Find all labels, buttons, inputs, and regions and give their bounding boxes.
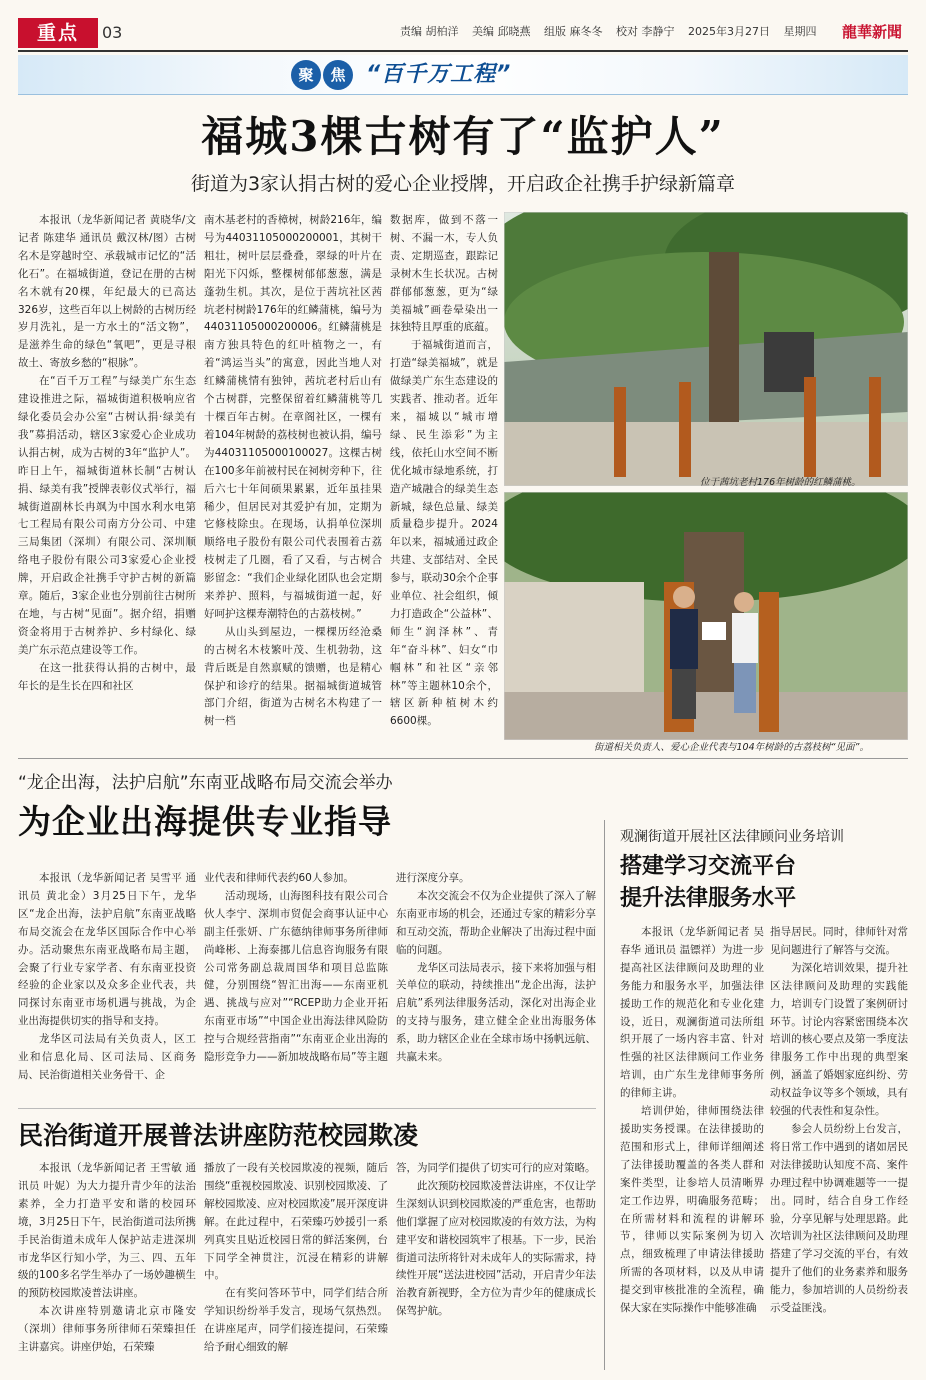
masthead-credits bbox=[400, 20, 905, 44]
paragraph: 本次交流会不仅为企业提供了深入了解东南亚市场的机会，还通过专家的精彩分享和互动交流，帮助企业解决了出海过程中面临的问题。 bbox=[396, 889, 596, 956]
paragraph: 播放了一段有关校园欺凌的视频，随后围绕“重视校园欺凌、识别校园欺凌、了解校园欺凌、应对校园欺凌”展开深度讲解。在此过程中，石荣臻巧妙援引一系列真实且贴近校园日常的鲜活案例，台下同学全神贯注，沉浸在精彩的讲解中。 bbox=[204, 1162, 388, 1282]
banner-badge-ju: 聚 bbox=[291, 60, 321, 90]
article4-kicker: 观澜街道开展社区法律顾问业务培训 bbox=[620, 829, 844, 845]
article2-column-1 bbox=[18, 870, 196, 1104]
article1-subheadline: 街道为3家认捐古树的爱心企业授牌，开启政企社携手护绿新篇章 bbox=[190, 173, 736, 195]
article1-column-3 bbox=[390, 212, 498, 752]
article1-photo-red-lychee-tree bbox=[504, 212, 908, 486]
designer-credit: 美编 邱晓燕 bbox=[472, 25, 531, 38]
layout-credit: 组版 麻冬冬 bbox=[544, 25, 603, 38]
article2-kicker: “龙企出海，法护启航”东南亚战略布局交流会举办 bbox=[18, 773, 393, 793]
article4-headline-line2: 提升法律服务水平 bbox=[620, 885, 797, 911]
paragraph: 活动现场，山海图科技有限公司合伙人李宁、深圳市贸促会商事认证中心副主任张妍、广东德纳律师事务所律师尚峰彬、上海泰挪儿信息咨询服务有限公司常务副总裁周国华和项目总监陈健，分别围绕“智汇出海——东南亚机遇、挑战与应对”“RCEP助力企业开拓东南亚市场”“中国企业出海法律风险防控与合规经营指南”“东南亚企业出海的隐形竞争力——新加坡战略布局”等主题 bbox=[204, 889, 388, 1064]
photo1-caption: 位于茜坑老村176年树龄的红鳞蒲桃。 bbox=[700, 477, 861, 488]
header-rule bbox=[18, 50, 908, 52]
article4-column-1 bbox=[620, 924, 764, 1374]
article2-column-2 bbox=[204, 870, 388, 1104]
article2-headline: 为企业出海提供专业指导 bbox=[18, 802, 392, 841]
paragraph: 此次预防校园欺凌普法讲座，不仅让学生深刻认识到校园欺凌的严重危害，也帮助他们掌握了应对校园欺凌的有效方法，为构建平安和谐校园筑牢了根基。下一步，民治街道司法所将针对未成年人的实际需求，持续性开展“送法进校园”活动，开启青少年法治教育新视野，全方位为青少年的健康成长保驾护航。 bbox=[396, 1179, 596, 1318]
article1-column-1 bbox=[18, 212, 196, 752]
paragraph: 数据库，做到不落一树、不漏一木，专人负责、定期巡查，跟踪记录树木生长状况。古树群郁郁葱葱，更为“绿美福城”画卷晕染出一抹独特且厚重的底蕴。 bbox=[390, 214, 498, 334]
article2-column-3 bbox=[396, 870, 596, 1104]
paragraph: 指导居民。同时，律师针对常见问题进行了解答与交流。 bbox=[770, 926, 908, 956]
banner-badge-jiao: 焦 bbox=[323, 60, 353, 90]
banner-title: “百千万工程” bbox=[366, 62, 512, 87]
paragraph: 进行深度分享。 bbox=[396, 872, 470, 884]
newspaper-logo: 龍華新聞 bbox=[842, 23, 903, 41]
issue-weekday: 星期四 bbox=[783, 25, 817, 38]
section-divider bbox=[18, 758, 908, 759]
paragraph: 在“百千万工程”与绿美广东生态建设推进之际，福城街道积极响应省绿化委员会办公室“古树认捐·绿美有我”募捐活动，辖区3家爱心企业成功认捐古树，成为古树的3年“监护人”。昨日上午，福城街道林长制“古树认捐、绿美有我”授牌表彰仪式举行，福城街道副林长冉飒为中国水利水电第七工程局有限公司南方分公司、中建三局集团（深圳）有限公司、深圳顺络电子股份有限公司3家爱心企业授牌，开启政企社携手守护古树的新篇章。随后，3家企业也分别前往古树所在地，与古树“见面”。据介绍，捐赠资金将用于古树养护、乡村绿化、绿美广东示范点建设等工作。 bbox=[18, 375, 196, 656]
paragraph: 培训伊始，律师围绕法律援助实务授课。在法律援助的范围和形式上，律师详细阐述了法律援助覆盖的各类人群和案件类型，让参培人员清晰界定工作边界，明确服务范畴；在所需材料和流程的讲解环节，律师以实际案例为切入点，细致梳理了申请法律援助所需的各项材料，以及从申请提交到审核批准的全流程，确保大家在实际操作中能够准确 bbox=[620, 1105, 764, 1315]
paragraph: 龙华区司法局表示，接下来将加强与相关单位的联动，持续推出“龙企出海，法护启航”系列法律服务活动，深化对出海企业的支持与服务，建立健全企业出海服务体系，助力辖区企业在全球市场中扬帆远航、共赢未来。 bbox=[396, 961, 596, 1064]
issue-date: 2025年3月27日 bbox=[688, 25, 770, 38]
article4-column-2 bbox=[770, 924, 908, 1374]
section-tag: 重点 bbox=[18, 18, 98, 48]
paragraph: 业代表和律师代表约60人参加。 bbox=[204, 872, 354, 884]
paragraph: 于福城街道而言，打造“绿美福城”，就是做绿美广东生态建设的实践者、推动者。近年来，福城以“城市增绿、民生添彩”为主线，依托山水空间不断优化城市绿地系统，打造产城融合的绿美生态新城，绿色总量、绿美质量稳步提升。2024年以来，福城通过政企共建、支部结对、全民参与，联动30余个企事业单位、社会组织，倾力打造政企“公益林”、师生“润泽林”、青年“奋斗林”、妇女“巾帼林”和社区“亲邻林”等主题林10余个，辖区新种植树木约6600棵。 bbox=[390, 339, 498, 728]
paragraph: 南木基老村的香樟树，树龄216年，编号为44031105000200001，其树干粗壮，树叶层层叠叠，翠绿的叶片在阳光下闪烁，整棵树郁郁葱葱，满是蓬勃生机。其次，是位于茜坑社区茜坑老村树龄176年的红鳞蒲桃，编号为44031105000200006。红鳞蒲桃是南方独具特色的红叶植物之一，有着“鸿运当头”的寓意，因此当地人对红鳞蒲桃情有独钟，茜坑老村后山有个古树群，完整保留着红鳞蒲桃等几十棵百年古树。在章阁社区，一棵有着104年树龄的荔枝树也被认捐，编号为44031105000100027。这棵古树在100多年前被村民在祠树旁种下，往后六七十年间硕果累累，近年虽挂果稀少，但居民对其爱护有加，定期为它修枝除虫。在现场，认捐单位深圳顺络电子股份有限公司代表围着古荔枝树走了几圈，看了又看，与古树合影留念：“我们企业绿化团队也会定期来养护、照料，与福城街道一起，好好呵护这棵寿潮特色的古荔枝树。” bbox=[204, 214, 382, 620]
proofreader-credit: 校对 李静宁 bbox=[616, 25, 675, 38]
article1-column-2 bbox=[204, 212, 382, 752]
paragraph: 本报讯（龙华新闻记者 吴雪平 通讯员 黄北金）3月25日下午，龙华区“龙企出海，法护启航”东南亚战略布局交流会在龙华区国际合作中心举办。活动聚焦东南亚战略布局主题，会聚了行业专家学者、有东南亚投资经验的企业家以及众多企业代表，共同探讨东南亚市场机遇与挑战，为企业出海提供切实的指导和支持。 bbox=[18, 872, 196, 1028]
article4-headline-line1: 搭建学习交流平台 bbox=[620, 853, 797, 879]
paragraph: 本次讲座特别邀请北京市隆安（深圳）律师事务所律师石荣臻担任主讲嘉宾。讲座伊始，石荣臻 bbox=[18, 1305, 196, 1354]
column-divider bbox=[604, 820, 605, 1370]
paragraph: 本报讯（龙华新闻记者 黄晓华/文 记者 陈建华 通讯员 戴汉林/图）古树名木是穿越时空、承载城市记忆的“活化石”。在福城街道，登记在册的古树名木就有20棵，年纪最大的已高达326岁，这些百年以上树龄的古树历经岁月洗礼，是一方水土的“活文物”，是滋养生命的绿色“氧吧”，更是寻根故土、寄放乡愁的“根脉”。 bbox=[18, 214, 196, 370]
paragraph: 在有奖问答环节中，同学们结合所学知识纷纷举手发言，现场气氛热烈。在讲座尾声，同学们接连提问，石荣臻给予耐心细致的解 bbox=[204, 1287, 388, 1354]
photo2-caption: 街道相关负责人、爱心企业代表与104年树龄的古荔枝树“见面”。 bbox=[594, 742, 869, 753]
article3-column-2 bbox=[204, 1160, 388, 1374]
paragraph: 从山头到屋边，一棵棵历经沧桑的古树名木枝繁叶茂、生机勃勃，这背后既是自然禀赋的馈赠，也是精心保护和诊疗的结果。据福城街道城管部门介绍，街道为古树名木构建了一树一档 bbox=[204, 625, 382, 728]
article-separator bbox=[18, 1108, 596, 1109]
topic-banner bbox=[18, 55, 908, 95]
paragraph: 在这一批获得认捐的古树中，最年长的是生长在四和社区 bbox=[18, 661, 196, 692]
paragraph: 龙华区司法局有关负责人，区工业和信息化局、区司法局、区商务局、民治街道相关业务骨干、企 bbox=[18, 1033, 196, 1081]
meeting-photo-illustration bbox=[504, 492, 908, 740]
paragraph: 为深化培训效果，提升社区法律顾问及助理的实践能力，培训专门设置了案例研讨环节。讨论内容紧密围绕本次培训的核心要点及第一季度法律服务工作中出现的典型案例，涵盖了婚姻家庭纠纷、劳动权益争议等多个领域，具有较强的代表性和复杂性。 bbox=[770, 961, 908, 1118]
article3-headline: 民治街道开展普法讲座防范校园欺凌 bbox=[18, 1121, 419, 1150]
article3-column-3 bbox=[396, 1160, 596, 1374]
editor-credit: 责编 胡柏洋 bbox=[400, 25, 459, 38]
paragraph: 本报讯（龙华新闻记者 吴春华 通讯员 温镖祥）为进一步提高社区法律顾问及助理的业务能力和服务水平，加强法律援助工作的规范化和专业化建设，近日，观澜街道司法所组织开展了一场内容丰富、针对性强的社区法律顾问工作业务培训，由广东生龙律师事务所的律师主讲。 bbox=[620, 926, 764, 1100]
paragraph: 本报讯（龙华新闻记者 王雪敏 通讯员 叶妮）为大力提升青少年的法治素养，全力打造平安和谐的校园环境，3月25日下午，民治街道司法所携手民治街道未成年人保护站走进深圳市龙华区行知小学，为三、四、五年级的100多名学生举办了一场妙趣横生的预防校园欺凌普法讲座。 bbox=[18, 1162, 196, 1300]
article1-headline: 福城3棵古树有了“监护人” bbox=[201, 112, 725, 161]
paragraph: 答，为同学们提供了切实可行的应对策略。 bbox=[396, 1162, 596, 1174]
paragraph: 参会人员纷纷上台发言，将日常工作中遇到的诸如居民对法律援助认知度不高、案件办理过程中协调难题等一一提出。同时，结合自身工作经验，分享见解与处理思路。此次培训为社区法律顾问及助理搭建了学习交流的平台，有效提升了他们的业务素养和服务能力，参加培训的人员纷纷表示受益匪浅。 bbox=[770, 1122, 908, 1315]
article3-column-1 bbox=[18, 1160, 196, 1374]
tree-photo-illustration bbox=[504, 212, 908, 486]
page-number: 03 bbox=[102, 23, 123, 42]
article1-photo-meeting-tree bbox=[504, 492, 908, 740]
